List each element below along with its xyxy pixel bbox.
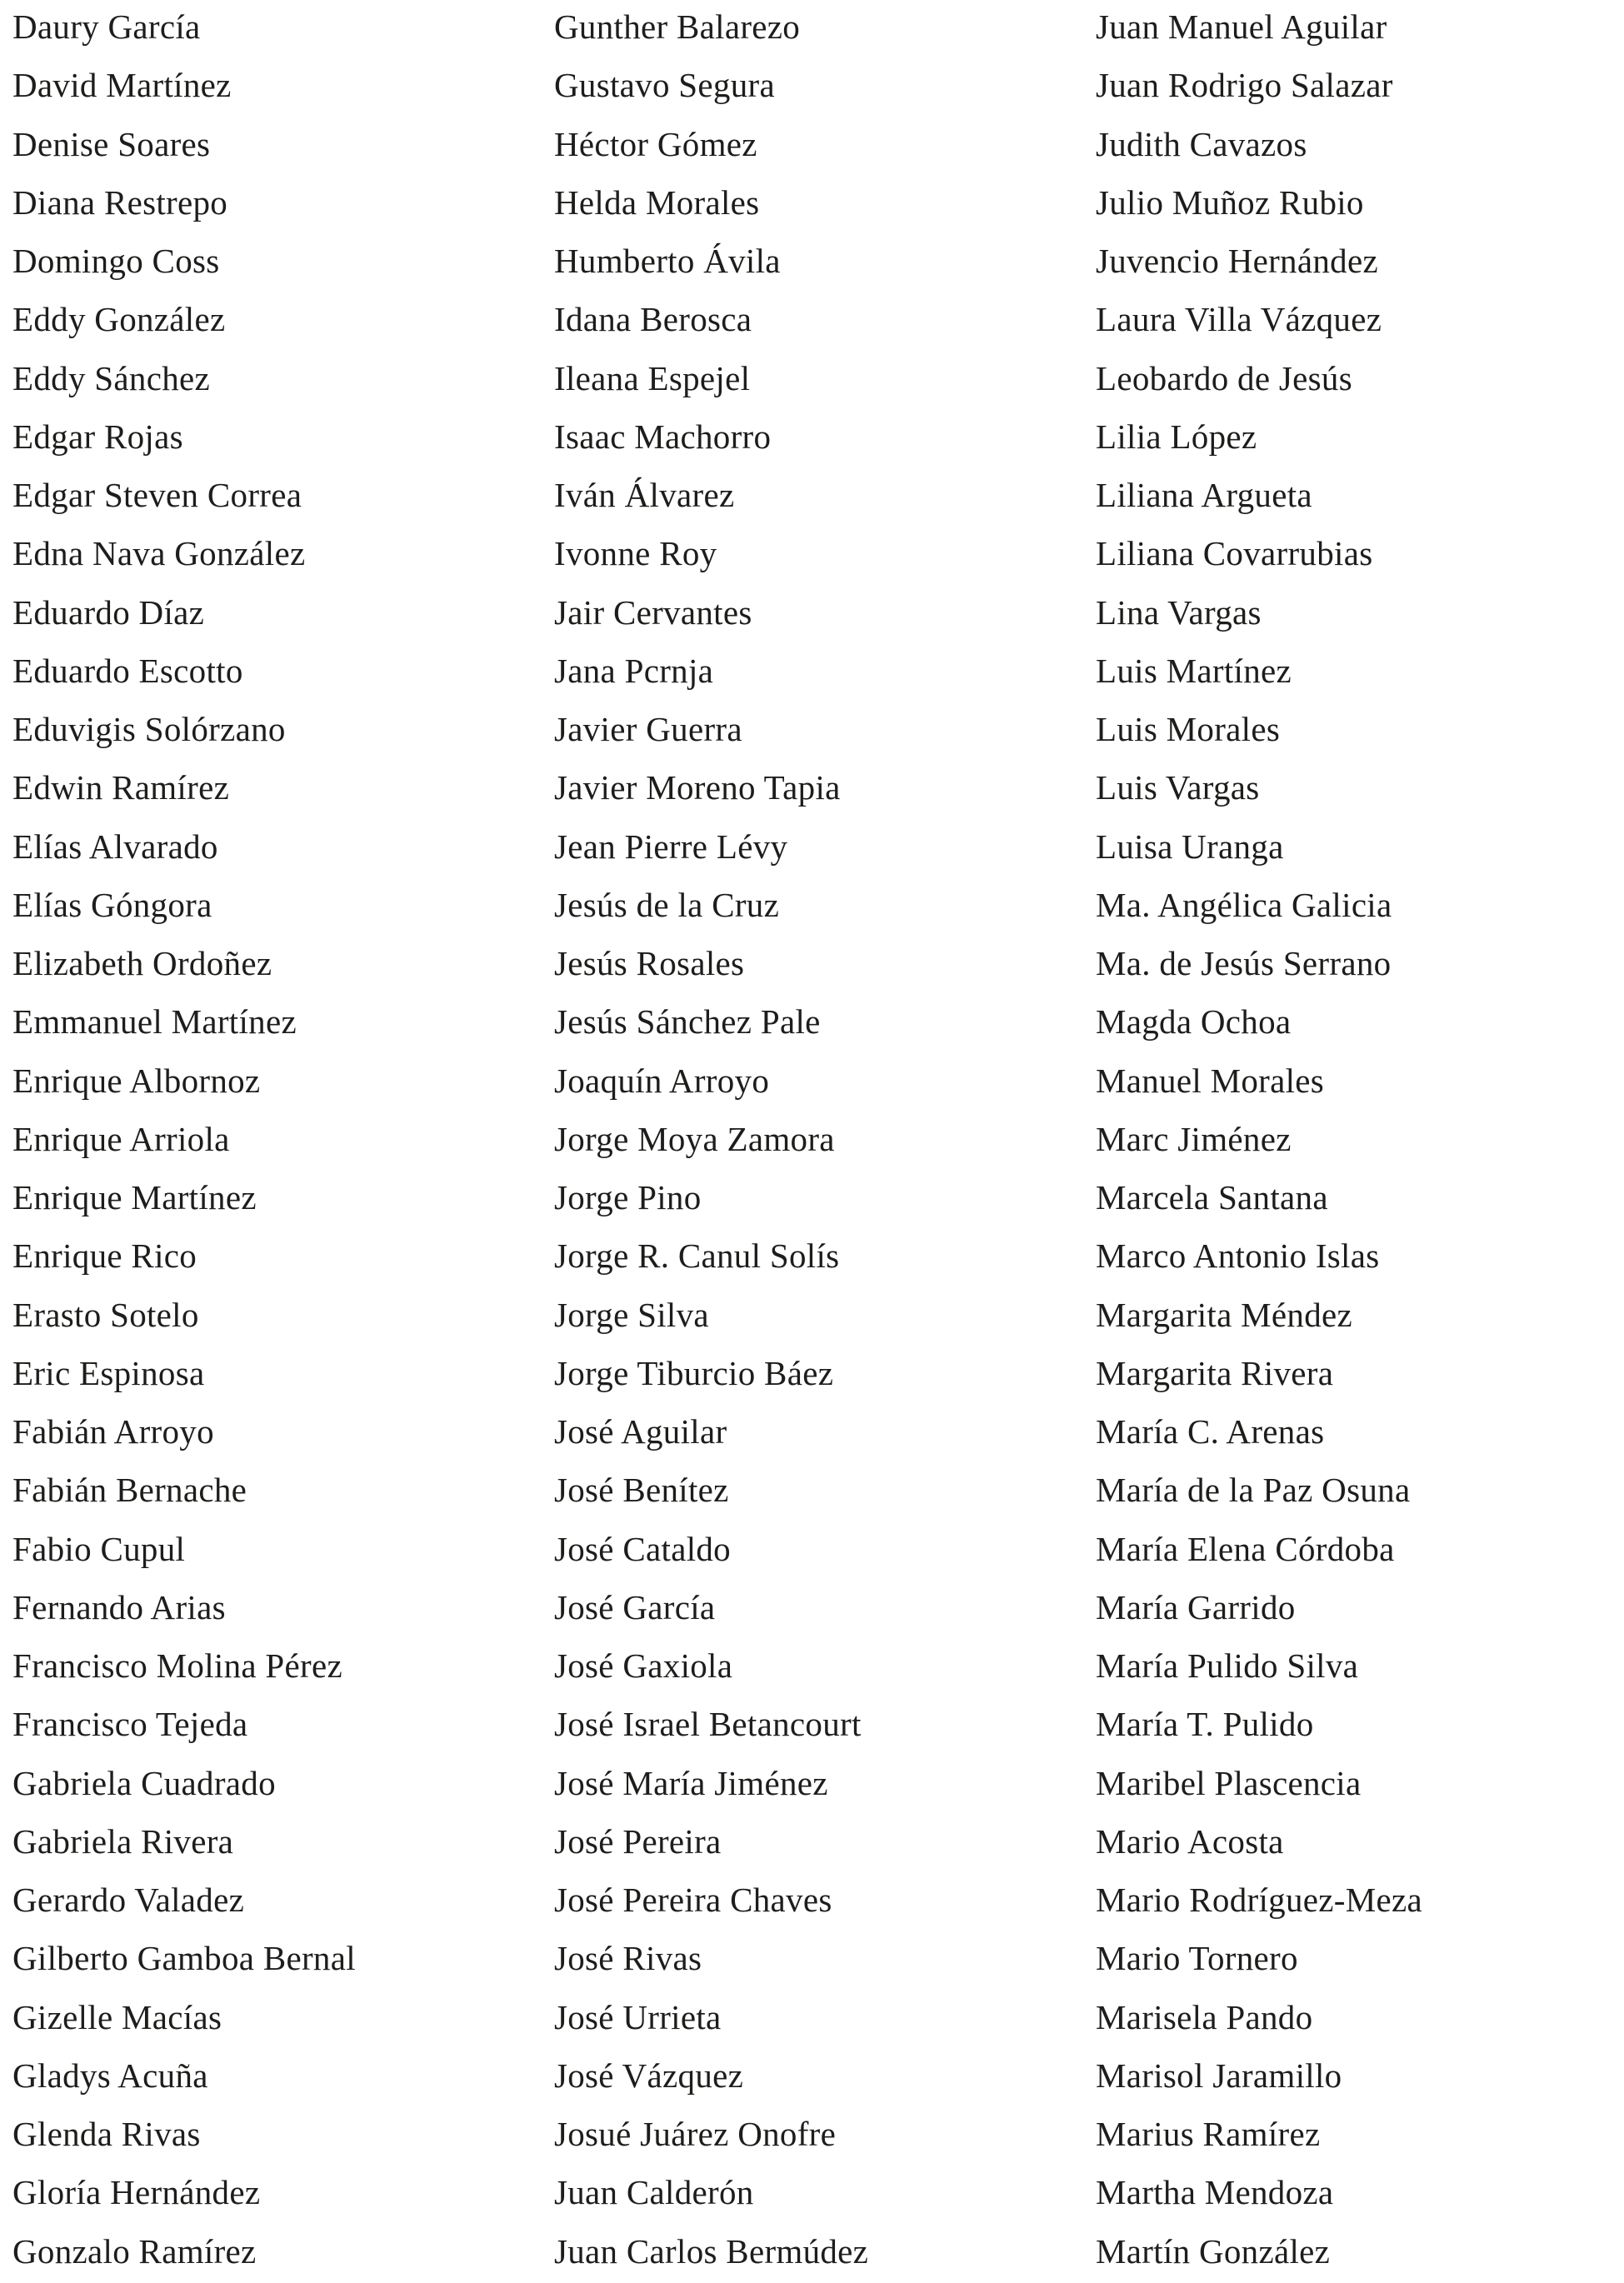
- person-name: María C. Arenas: [1096, 1412, 1325, 1451]
- person-name: Ma. de Jesús Serrano: [1096, 944, 1392, 982]
- person-name: Enrique Arriola: [12, 1119, 230, 1158]
- person-name: José Gaxiola: [554, 1646, 733, 1685]
- person-name: Marco Antonio Islas: [1096, 1236, 1380, 1276]
- person-name: María Pulido Silva: [1096, 1646, 1359, 1685]
- person-name: David Martínez: [12, 66, 232, 105]
- person-name: Marc Jiménez: [1096, 1119, 1292, 1158]
- person-name: José Pereira Chaves: [554, 1881, 832, 1919]
- name-column-2: [554, 0, 1092, 2281]
- person-name: Eduardo Escotto: [12, 651, 243, 690]
- person-name: Humberto Ávila: [554, 242, 781, 280]
- person-name: María Garrido: [1096, 1587, 1296, 1626]
- person-name: Domingo Coss: [12, 242, 220, 280]
- person-name: María T. Pulido: [1096, 1705, 1314, 1744]
- person-name: Liliana Argueta: [1096, 476, 1312, 514]
- person-name: Gerardo Valadez: [12, 1881, 245, 1919]
- person-name: Fabián Arroyo: [12, 1412, 214, 1451]
- person-name: Jana Pcrnja: [554, 651, 714, 690]
- person-name: Glenda Rivas: [12, 2115, 201, 2153]
- person-name: Javier Moreno Tapia: [554, 768, 841, 807]
- person-name: Margarita Rivera: [1096, 1353, 1334, 1392]
- person-name: Lina Vargas: [1096, 592, 1262, 632]
- person-name: José Pereira: [554, 1821, 722, 1861]
- person-name: Ileana Espejel: [554, 358, 751, 397]
- person-name: Jair Cervantes: [554, 592, 752, 632]
- person-name: José Benítez: [554, 1471, 729, 1510]
- person-name: Lilia López: [1096, 417, 1257, 456]
- person-name: Gizelle Macías: [12, 1997, 222, 2036]
- person-name: Maribel Plascencia: [1096, 1763, 1362, 1802]
- person-name: Gabriela Cuadrado: [12, 1763, 276, 1802]
- person-name: María Elena Córdoba: [1096, 1529, 1395, 1568]
- person-name: Josué Juárez Onofre: [554, 2115, 837, 2153]
- person-name: Jorge Moya Zamora: [554, 1119, 835, 1158]
- person-name: Jean Pierre Lévy: [554, 827, 788, 866]
- person-name: Erasto Sotelo: [12, 1295, 199, 1334]
- person-name: Fabio Cupul: [12, 1529, 186, 1568]
- person-name: José Israel Betancourt: [554, 1705, 862, 1744]
- person-name: Gonzalo Ramírez: [12, 2231, 257, 2271]
- person-name: Jesús Sánchez Pale: [554, 1002, 821, 1042]
- person-name: María de la Paz Osuna: [1096, 1471, 1411, 1510]
- person-name: Diana Restrepo: [12, 182, 228, 222]
- person-name: Liliana Covarrubias: [1096, 534, 1373, 573]
- person-name: Elizabeth Ordoñez: [12, 944, 272, 982]
- person-name: Idana Berosca: [554, 300, 752, 339]
- person-name: Juan Calderón: [554, 2173, 754, 2212]
- person-name: Juan Carlos Bermúdez: [554, 2231, 869, 2271]
- person-name: Edgar Rojas: [12, 417, 183, 456]
- person-name: Iván Álvarez: [554, 476, 735, 514]
- person-name: José Aguilar: [554, 1412, 727, 1451]
- person-name: Mario Rodríguez-Meza: [1096, 1881, 1422, 1919]
- person-name: Marius Ramírez: [1096, 2115, 1321, 2153]
- person-name: Gunther Balarezo: [554, 7, 801, 46]
- person-name: Judith Cavazos: [1096, 124, 1307, 163]
- person-name: Juan Rodrigo Salazar: [1096, 66, 1393, 105]
- person-name: Juvencio Hernández: [1096, 242, 1378, 280]
- name-column-3: [1096, 0, 1624, 2281]
- person-name: José Vázquez: [554, 2056, 744, 2095]
- person-name: Jorge Tiburcio Báez: [554, 1353, 834, 1392]
- person-name: Isaac Machorro: [554, 417, 772, 456]
- person-name: José María Jiménez: [554, 1763, 828, 1802]
- person-name: Mario Acosta: [1096, 1821, 1284, 1861]
- person-name: Enrique Albornoz: [12, 1061, 261, 1100]
- person-name: Edgar Steven Correa: [12, 476, 302, 514]
- person-name: Fabián Bernache: [12, 1471, 247, 1510]
- person-name: Jesús Rosales: [554, 944, 745, 982]
- person-name: José Rivas: [554, 1939, 702, 1978]
- person-name: José Cataldo: [554, 1529, 731, 1568]
- person-name: Jorge R. Canul Solís: [554, 1236, 840, 1276]
- person-name: Jorge Pino: [554, 1178, 702, 1216]
- person-name: Martha Mendoza: [1096, 2173, 1334, 2212]
- person-name: Francisco Molina Pérez: [12, 1646, 342, 1685]
- person-name: Javier Guerra: [554, 710, 742, 748]
- person-name: Elías Alvarado: [12, 827, 218, 866]
- person-name: Eduvigis Solórzano: [12, 710, 286, 748]
- person-name: Eddy González: [12, 300, 226, 339]
- person-name: Elías Góngora: [12, 885, 212, 924]
- person-name: Enrique Rico: [12, 1236, 197, 1276]
- person-name: Jorge Silva: [554, 1295, 709, 1334]
- person-name: Eduardo Díaz: [12, 592, 205, 632]
- person-name: Leobardo de Jesús: [1096, 358, 1352, 397]
- person-name: Ma. Angélica Galicia: [1096, 885, 1392, 924]
- person-name: Fernando Arias: [12, 1587, 226, 1626]
- person-name: Edwin Ramírez: [12, 768, 230, 807]
- person-name: Gabriela Rivera: [12, 1821, 234, 1861]
- person-name: Marisol Jaramillo: [1096, 2056, 1342, 2095]
- person-name: Julio Muñoz Rubio: [1096, 182, 1364, 222]
- person-name: Magda Ochoa: [1096, 1002, 1292, 1042]
- person-name: José Urrieta: [554, 1997, 722, 2036]
- person-name: Luis Morales: [1096, 710, 1281, 748]
- person-name: Helda Morales: [554, 182, 760, 222]
- person-name: Denise Soares: [12, 124, 211, 163]
- person-name: Gloría Hernández: [12, 2173, 261, 2212]
- person-name: Luis Vargas: [1096, 768, 1260, 807]
- person-name: Gustavo Segura: [554, 66, 775, 105]
- person-name: Francisco Tejeda: [12, 1705, 248, 1744]
- person-name: Martín González: [1096, 2231, 1331, 2271]
- person-name: Enrique Martínez: [12, 1178, 257, 1216]
- person-name: Juan Manuel Aguilar: [1096, 7, 1387, 46]
- person-name: Mario Tornero: [1096, 1939, 1298, 1978]
- person-name: Jesús de la Cruz: [554, 885, 780, 924]
- person-name: Margarita Méndez: [1096, 1295, 1352, 1334]
- person-name: Eddy Sánchez: [12, 358, 210, 397]
- person-name: Marisela Pando: [1096, 1997, 1313, 2036]
- person-name: Eric Espinosa: [12, 1353, 205, 1392]
- person-name: Edna Nava González: [12, 534, 306, 573]
- person-name: Laura Villa Vázquez: [1096, 300, 1382, 339]
- person-name: Ivonne Roy: [554, 534, 717, 573]
- person-name: Héctor Gómez: [554, 124, 757, 163]
- person-name: Luis Martínez: [1096, 651, 1292, 690]
- person-name: Marcela Santana: [1096, 1178, 1328, 1216]
- name-column-1: [12, 0, 550, 2281]
- person-name: Joaquín Arroyo: [554, 1061, 770, 1100]
- person-name: José García: [554, 1587, 716, 1626]
- person-name: Gilberto Gamboa Bernal: [12, 1939, 356, 1978]
- person-name: Daury García: [12, 7, 201, 46]
- person-name: Gladys Acuña: [12, 2056, 208, 2095]
- person-name: Emmanuel Martínez: [12, 1002, 297, 1042]
- person-name: Luisa Uranga: [1096, 827, 1284, 866]
- person-name: Manuel Morales: [1096, 1061, 1325, 1100]
